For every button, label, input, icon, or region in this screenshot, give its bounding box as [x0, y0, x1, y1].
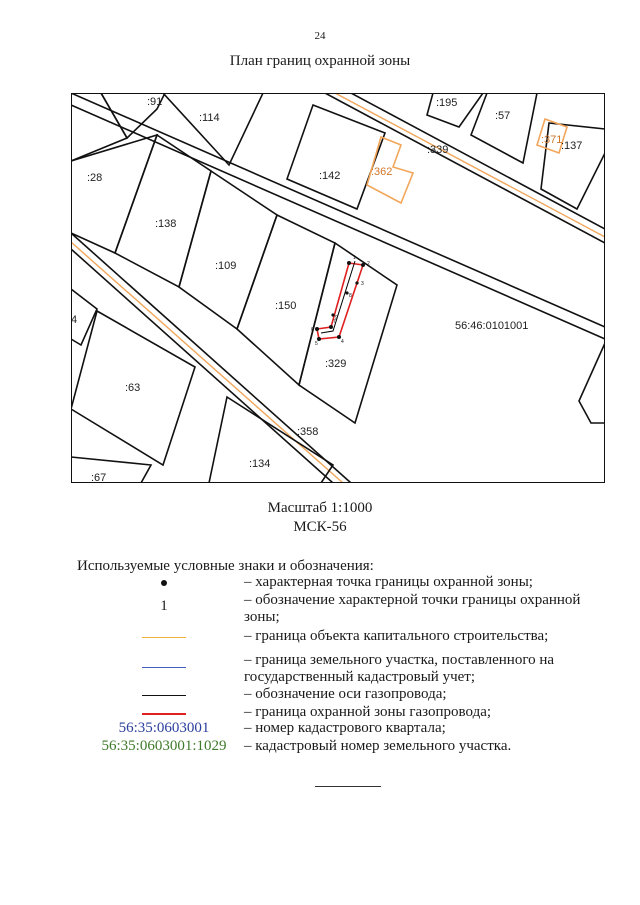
- legend-symbol: 56:35:0603001:1029: [101, 738, 227, 754]
- legend-heading: Используемые условные знаки и обозначения:: [77, 558, 374, 574]
- parcel: [179, 171, 277, 329]
- footer-divider: [315, 786, 381, 787]
- legend-item: [0, 652, 640, 685]
- legend-text: – кадастровый номер земельного участка.: [244, 738, 512, 754]
- parcel: [579, 343, 605, 423]
- legend-text: – граница земельного участка, поставленного на государственный кадастровый учет;: [244, 652, 555, 685]
- street-edge: [325, 93, 605, 243]
- point-label: 7: [333, 319, 336, 325]
- parcel-label: :137: [561, 140, 583, 152]
- parcel: [209, 397, 333, 483]
- parcel-label: :134: [249, 458, 271, 470]
- parcel: [163, 93, 263, 165]
- legend-item: [0, 592, 640, 625]
- boundary-point: [315, 327, 319, 331]
- building-line: [71, 242, 343, 483]
- parcel: [115, 135, 211, 287]
- pipeline-axis-line-icon: [142, 695, 186, 696]
- parcel-boundary-line-icon: [142, 667, 186, 668]
- parcel-label: :150: [275, 300, 297, 312]
- map-canvas: [71, 93, 605, 483]
- legend-text: – характерная точка границы охранной зоны;: [244, 574, 533, 590]
- legend-text: – граница охранной зоны газопровода;: [244, 704, 492, 720]
- coordinate-system: МСК-56: [293, 519, 347, 535]
- cadastral-quarter-label: 56:46:0101001: [455, 320, 529, 332]
- point-label: 2: [367, 261, 370, 267]
- point-label: 8: [349, 293, 352, 299]
- point-label: 3: [361, 281, 364, 287]
- parcel: [71, 93, 127, 161]
- parcel-label: :114: [199, 112, 220, 124]
- boundary-point: [347, 261, 351, 265]
- parcel-label: 4: [71, 314, 78, 326]
- parcel-label: :138: [155, 218, 177, 230]
- point-label: 1: [353, 255, 356, 261]
- page-number: 24: [314, 30, 326, 42]
- parcel: [71, 135, 157, 253]
- point-label: 5: [315, 341, 318, 347]
- boundary-point-icon: [161, 580, 167, 586]
- street-edge: [71, 249, 333, 483]
- parcel-label: :91: [147, 96, 163, 108]
- parcel-label: :57: [495, 110, 511, 122]
- building-line: [335, 93, 605, 237]
- page-title: План границ охранной зоны: [229, 53, 411, 69]
- legend-item: [0, 686, 640, 704]
- point-label: 4: [341, 339, 344, 345]
- legend-symbol: [84, 574, 244, 592]
- boundary-point: [361, 263, 365, 267]
- protection-zone: [317, 263, 363, 339]
- cadastral-map: [71, 93, 605, 483]
- map-scale: Масштаб 1:1000: [267, 500, 373, 516]
- legend-text: – обозначение оси газопровода;: [244, 686, 447, 702]
- parcel-label: :63: [125, 382, 141, 394]
- parcel-label: :339: [427, 144, 449, 156]
- street-edge: [351, 93, 605, 229]
- parcel-label: :371: [541, 134, 563, 146]
- legend-symbol: [84, 628, 244, 646]
- street-edge: [71, 233, 351, 483]
- boundary-point: [355, 281, 358, 284]
- building-boundary-line-icon: [142, 637, 186, 638]
- street-edge: [71, 93, 605, 327]
- parcel-label: :142: [319, 170, 341, 182]
- legend-text: – граница объекта капитального строительства;: [244, 628, 549, 644]
- parcel-label: :358: [297, 426, 319, 438]
- point-label: 9: [335, 315, 338, 321]
- legend-item: [0, 628, 640, 646]
- legend-item: [0, 738, 640, 756]
- legend-symbol: [84, 658, 244, 676]
- boundary-point: [329, 325, 333, 329]
- legend-symbol: 1: [160, 598, 168, 614]
- legend-symbol: [84, 686, 244, 704]
- legend-item: [0, 574, 640, 592]
- parcel: [71, 457, 151, 483]
- legend-text: – номер кадастрового квартала;: [244, 720, 446, 736]
- parcel-label: :329: [325, 358, 347, 370]
- parcel-label: :195: [436, 97, 458, 109]
- parcel: [299, 243, 397, 423]
- legend-item: [0, 720, 640, 738]
- parcel: [471, 93, 537, 163]
- legend-text: – обозначение характерной точки границы охранной зоны;: [244, 592, 581, 625]
- parcel-label: :28: [87, 172, 103, 184]
- parcel-label: :362: [371, 166, 393, 178]
- legend-symbol: 56:35:0603001: [118, 720, 210, 736]
- point-label: 6: [311, 327, 314, 333]
- parcel-label: :67: [91, 472, 107, 483]
- parcel-label: :109: [215, 260, 237, 272]
- protection-zone-line-icon: [142, 713, 186, 715]
